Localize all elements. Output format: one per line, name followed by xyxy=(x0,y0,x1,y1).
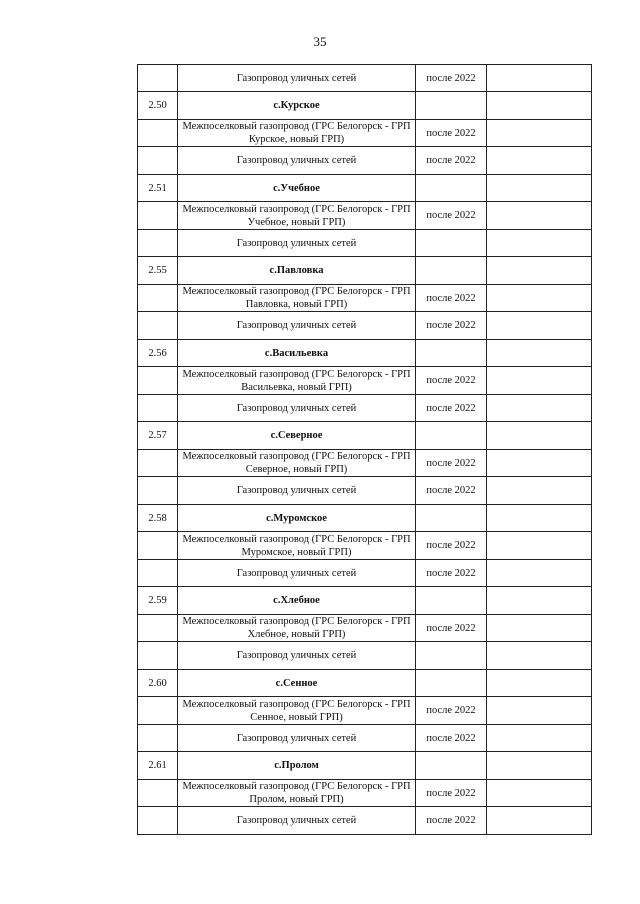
settlement-name-cell: с.Сенное xyxy=(178,670,416,697)
pipeline-name-cell: Газопровод уличных сетей xyxy=(178,807,416,835)
row-number-cell xyxy=(138,477,178,505)
row-number-cell: 2.58 xyxy=(138,505,178,532)
empty-cell xyxy=(487,285,592,312)
empty-cell xyxy=(487,257,592,285)
table-row xyxy=(138,230,592,257)
row-number-cell: 2.57 xyxy=(138,422,178,450)
term-cell xyxy=(416,505,487,532)
table-row xyxy=(138,752,592,780)
row-number-cell xyxy=(138,807,178,835)
empty-cell xyxy=(487,725,592,752)
table-row xyxy=(138,670,592,697)
pipeline-name-cell: Газопровод уличных сетей xyxy=(178,230,416,257)
table-body xyxy=(138,65,592,835)
table-row xyxy=(138,587,592,615)
table-row xyxy=(138,697,592,725)
row-number-cell: 2.60 xyxy=(138,670,178,697)
term-cell xyxy=(416,92,487,120)
row-number-cell: 2.59 xyxy=(138,587,178,615)
term-cell: после 2022 xyxy=(416,367,487,395)
row-number-cell xyxy=(138,367,178,395)
pipeline-name-cell: Межпоселковый газопровод (ГРС Белогорск - ГРП Учебное, новый ГРП) xyxy=(178,202,416,230)
row-number-cell xyxy=(138,285,178,312)
term-cell: после 2022 xyxy=(416,780,487,807)
empty-cell xyxy=(487,642,592,670)
row-number-cell xyxy=(138,697,178,725)
term-cell: после 2022 xyxy=(416,615,487,642)
term-cell: после 2022 xyxy=(416,65,487,92)
settlement-name-cell: с.Васильевка xyxy=(178,340,416,367)
term-cell xyxy=(416,340,487,367)
row-number-cell xyxy=(138,532,178,560)
table-row xyxy=(138,120,592,147)
table-row xyxy=(138,615,592,642)
term-cell xyxy=(416,752,487,780)
settlement-name-cell: с.Курское xyxy=(178,92,416,120)
empty-cell xyxy=(487,560,592,587)
pipeline-name-cell: Межпоселковый газопровод (ГРС Белогорск - ГРП Северное, новый ГРП) xyxy=(178,450,416,477)
term-cell: после 2022 xyxy=(416,202,487,230)
table-row xyxy=(138,285,592,312)
row-number-cell xyxy=(138,560,178,587)
pipeline-name-cell: Межпоселковый газопровод (ГРС Белогорск - ГРП Пролом, новый ГРП) xyxy=(178,780,416,807)
row-number-cell: 2.56 xyxy=(138,340,178,367)
settlement-name-cell: с.Хлебное xyxy=(178,587,416,615)
term-cell xyxy=(416,587,487,615)
table-row xyxy=(138,642,592,670)
pipeline-name-cell: Газопровод уличных сетей xyxy=(178,65,416,92)
pipeline-name-cell: Межпоселковый газопровод (ГРС Белогорск - ГРП Хлебное, новый ГРП) xyxy=(178,615,416,642)
empty-cell xyxy=(487,615,592,642)
row-number-cell: 2.50 xyxy=(138,92,178,120)
row-number-cell xyxy=(138,202,178,230)
row-number-cell: 2.55 xyxy=(138,257,178,285)
pipeline-name-cell: Газопровод уличных сетей xyxy=(178,147,416,175)
term-cell: после 2022 xyxy=(416,285,487,312)
term-cell: после 2022 xyxy=(416,532,487,560)
term-cell xyxy=(416,257,487,285)
empty-cell xyxy=(487,450,592,477)
term-cell: после 2022 xyxy=(416,807,487,835)
term-cell: после 2022 xyxy=(416,312,487,340)
settlement-name-cell: с.Муромское xyxy=(178,505,416,532)
empty-cell xyxy=(487,532,592,560)
empty-cell xyxy=(487,340,592,367)
empty-cell xyxy=(487,505,592,532)
settlement-name-cell: с.Пролом xyxy=(178,752,416,780)
table-row xyxy=(138,422,592,450)
pipeline-name-cell: Межпоселковый газопровод (ГРС Белогорск - ГРП Курское, новый ГРП) xyxy=(178,120,416,147)
table-row xyxy=(138,65,592,92)
settlement-name-cell: с.Северное xyxy=(178,422,416,450)
term-cell: после 2022 xyxy=(416,120,487,147)
row-number-cell xyxy=(138,780,178,807)
empty-cell xyxy=(487,202,592,230)
table-row xyxy=(138,725,592,752)
empty-cell xyxy=(487,477,592,505)
term-cell xyxy=(416,175,487,202)
row-number-cell xyxy=(138,65,178,92)
row-number-cell xyxy=(138,395,178,422)
empty-cell xyxy=(487,92,592,120)
term-cell xyxy=(416,642,487,670)
term-cell: после 2022 xyxy=(416,477,487,505)
term-cell xyxy=(416,230,487,257)
empty-cell xyxy=(487,752,592,780)
row-number-cell xyxy=(138,725,178,752)
term-cell: после 2022 xyxy=(416,147,487,175)
term-cell: после 2022 xyxy=(416,560,487,587)
row-number-cell xyxy=(138,147,178,175)
term-cell: после 2022 xyxy=(416,697,487,725)
empty-cell xyxy=(487,367,592,395)
table-row xyxy=(138,257,592,285)
table-row xyxy=(138,477,592,505)
empty-cell xyxy=(487,807,592,835)
page-number: 35 xyxy=(313,34,327,49)
empty-cell xyxy=(487,230,592,257)
row-number-cell xyxy=(138,120,178,147)
table-row xyxy=(138,340,592,367)
row-number-cell: 2.51 xyxy=(138,175,178,202)
table-row xyxy=(138,532,592,560)
row-number-cell xyxy=(138,615,178,642)
pipeline-name-cell: Газопровод уличных сетей xyxy=(178,312,416,340)
settlement-name-cell: с.Павловка xyxy=(178,257,416,285)
table-row xyxy=(138,395,592,422)
term-cell xyxy=(416,670,487,697)
table-row xyxy=(138,367,592,395)
empty-cell xyxy=(487,147,592,175)
table-row xyxy=(138,505,592,532)
settlement-name-cell: с.Учебное xyxy=(178,175,416,202)
pipeline-name-cell: Газопровод уличных сетей xyxy=(178,725,416,752)
row-number-cell: 2.61 xyxy=(138,752,178,780)
gas-pipeline-table xyxy=(137,64,592,835)
pipeline-name-cell: Газопровод уличных сетей xyxy=(178,477,416,505)
pipeline-name-cell: Межпоселковый газопровод (ГРС Белогорск - ГРП Сенное, новый ГРП) xyxy=(178,697,416,725)
row-number-cell xyxy=(138,312,178,340)
pipeline-name-cell: Межпоселковый газопровод (ГРС Белогорск - ГРП Муромское, новый ГРП) xyxy=(178,532,416,560)
empty-cell xyxy=(487,65,592,92)
empty-cell xyxy=(487,670,592,697)
table-row xyxy=(138,92,592,120)
empty-cell xyxy=(487,422,592,450)
pipeline-name-cell: Газопровод уличных сетей xyxy=(178,395,416,422)
pipeline-name-cell: Межпоселковый газопровод (ГРС Белогорск - ГРП Васильевка, новый ГРП) xyxy=(178,367,416,395)
empty-cell xyxy=(487,395,592,422)
empty-cell xyxy=(487,697,592,725)
term-cell: после 2022 xyxy=(416,395,487,422)
pipeline-name-cell: Газопровод уличных сетей xyxy=(178,642,416,670)
table-row xyxy=(138,175,592,202)
empty-cell xyxy=(487,312,592,340)
empty-cell xyxy=(487,587,592,615)
term-cell: после 2022 xyxy=(416,725,487,752)
row-number-cell xyxy=(138,230,178,257)
table-row xyxy=(138,560,592,587)
empty-cell xyxy=(487,780,592,807)
empty-cell xyxy=(487,175,592,202)
term-cell: после 2022 xyxy=(416,450,487,477)
table-row xyxy=(138,807,592,835)
row-number-cell xyxy=(138,642,178,670)
table-row xyxy=(138,780,592,807)
row-number-cell xyxy=(138,450,178,477)
empty-cell xyxy=(487,120,592,147)
table-row xyxy=(138,202,592,230)
term-cell xyxy=(416,422,487,450)
table-row xyxy=(138,147,592,175)
table-row xyxy=(138,450,592,477)
table-row xyxy=(138,312,592,340)
pipeline-name-cell: Межпоселковый газопровод (ГРС Белогорск - ГРП Павловка, новый ГРП) xyxy=(178,285,416,312)
pipeline-name-cell: Газопровод уличных сетей xyxy=(178,560,416,587)
